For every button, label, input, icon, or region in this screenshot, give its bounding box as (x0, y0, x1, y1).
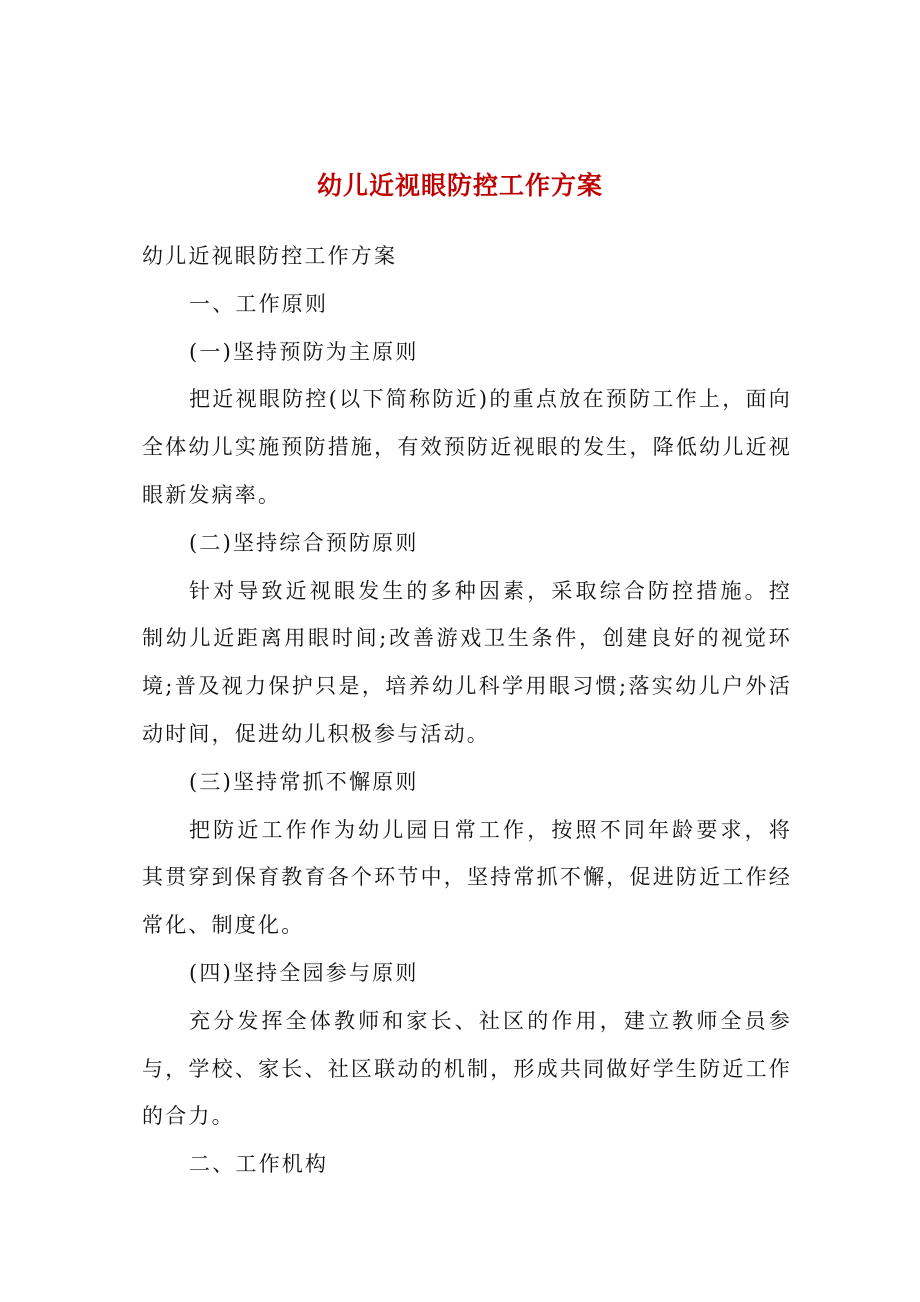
document-body (142, 233, 792, 1189)
subsection-heading-1: (一)坚持预防为主原则 (189, 339, 419, 364)
subsection-heading-2: (二)坚持综合预防原则 (189, 530, 419, 555)
document-title: 幼儿近视眼防控工作方案 (316, 171, 603, 200)
paragraph-3: 把防近工作作为幼儿园日常工作，按照不同年龄要求，将其贯穿到保育教育各个环节中，坚持常抓不懈，促进防近工作经常化、制度化。 (142, 817, 792, 938)
paragraph-2: 针对导致近视眼发生的多种因素，采取综合防控措施。控制幼儿近距离用眼时间;改善游戏卫生条件，创建良好的视觉环境;普及视力保护只是，培养幼儿科学用眼习惯;落实幼儿户外活动时间，促进幼儿积极参与活动。 (142, 578, 792, 746)
subsection-heading-3: (三)坚持常抓不懈原则 (189, 769, 419, 794)
section-heading-2: 二、工作机构 (189, 1152, 329, 1177)
paragraph-1: 把近视眼防控(以下简称防近)的重点放在预防工作上，面向全体幼儿实施预防措施，有效预防近视眼的发生，降低幼儿近视眼新发病率。 (142, 387, 792, 507)
subsection-heading-4: (四)坚持全园参与原则 (189, 960, 419, 985)
paragraph-4: 充分发挥全体教师和家长、社区的作用，建立教师全员参与，学校、家长、社区联动的机制，形成共同做好学生防近工作的合力。 (142, 1008, 792, 1129)
section-heading-1: 一、工作原则 (189, 291, 329, 316)
body-heading: 幼儿近视眼防控工作方案 (142, 244, 398, 268)
